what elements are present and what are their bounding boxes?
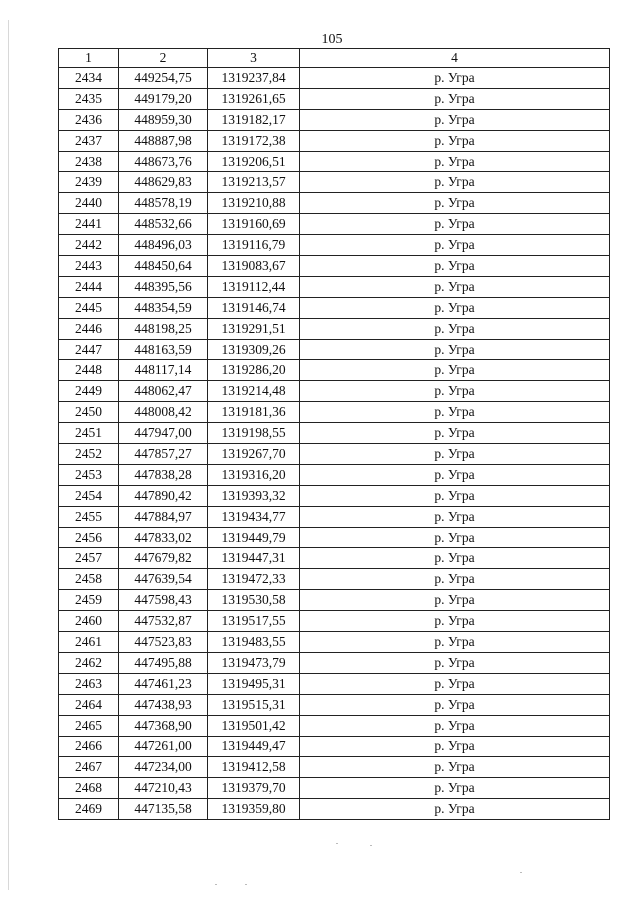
point-number-cell: 2441	[59, 214, 119, 235]
y-coordinate-cell: 1319449,79	[208, 527, 300, 548]
header-row	[59, 49, 610, 68]
description-cell: р. Угра	[300, 256, 610, 277]
y-coordinate-cell: 1319182,17	[208, 109, 300, 130]
description-cell: р. Угра	[300, 88, 610, 109]
y-coordinate-cell: 1319291,51	[208, 318, 300, 339]
description-cell: р. Угра	[300, 736, 610, 757]
x-coordinate-cell: 448163,59	[119, 339, 208, 360]
x-coordinate-cell: 449254,75	[119, 68, 208, 89]
description-cell: р. Угра	[300, 381, 610, 402]
x-coordinate-cell: 447679,82	[119, 548, 208, 569]
table-row	[59, 485, 610, 506]
description-cell: р. Угра	[300, 506, 610, 527]
x-coordinate-cell: 448117,14	[119, 360, 208, 381]
table-row	[59, 527, 610, 548]
scan-speck	[336, 843, 338, 844]
point-number-cell: 2462	[59, 652, 119, 673]
table-row	[59, 799, 610, 820]
scan-speck	[370, 845, 372, 846]
y-coordinate-cell: 1319393,32	[208, 485, 300, 506]
column-header: 4	[300, 49, 610, 68]
description-cell: р. Угра	[300, 673, 610, 694]
description-cell: р. Угра	[300, 590, 610, 611]
x-coordinate-cell: 448354,59	[119, 297, 208, 318]
column-header: 2	[119, 49, 208, 68]
x-coordinate-cell: 447495,88	[119, 652, 208, 673]
y-coordinate-cell: 1319146,74	[208, 297, 300, 318]
y-coordinate-cell: 1319316,20	[208, 464, 300, 485]
point-number-cell: 2435	[59, 88, 119, 109]
y-coordinate-cell: 1319213,57	[208, 172, 300, 193]
table-row	[59, 694, 610, 715]
point-number-cell: 2453	[59, 464, 119, 485]
y-coordinate-cell: 1319160,69	[208, 214, 300, 235]
y-coordinate-cell: 1319473,79	[208, 652, 300, 673]
x-coordinate-cell: 448496,03	[119, 235, 208, 256]
column-header: 3	[208, 49, 300, 68]
point-number-cell: 2446	[59, 318, 119, 339]
description-cell: р. Угра	[300, 527, 610, 548]
y-coordinate-cell: 1319309,26	[208, 339, 300, 360]
point-number-cell: 2465	[59, 715, 119, 736]
y-coordinate-cell: 1319379,70	[208, 778, 300, 799]
point-number-cell: 2449	[59, 381, 119, 402]
point-number-cell: 2443	[59, 256, 119, 277]
table-row	[59, 318, 610, 339]
y-coordinate-cell: 1319501,42	[208, 715, 300, 736]
point-number-cell: 2469	[59, 799, 119, 820]
description-cell: р. Угра	[300, 444, 610, 465]
x-coordinate-cell: 447890,42	[119, 485, 208, 506]
x-coordinate-cell: 448198,25	[119, 318, 208, 339]
x-coordinate-cell: 447261,00	[119, 736, 208, 757]
table-row	[59, 339, 610, 360]
point-number-cell: 2460	[59, 611, 119, 632]
point-number-cell: 2448	[59, 360, 119, 381]
table-row	[59, 151, 610, 172]
page-number: 105	[321, 32, 343, 47]
x-coordinate-cell: 447884,97	[119, 506, 208, 527]
y-coordinate-cell: 1319483,55	[208, 632, 300, 653]
description-cell: р. Угра	[300, 757, 610, 778]
x-coordinate-cell: 448008,42	[119, 402, 208, 423]
table-row	[59, 652, 610, 673]
point-number-cell: 2468	[59, 778, 119, 799]
table-row	[59, 569, 610, 590]
description-cell: р. Угра	[300, 715, 610, 736]
y-coordinate-cell: 1319495,31	[208, 673, 300, 694]
y-coordinate-cell: 1319434,77	[208, 506, 300, 527]
y-coordinate-cell: 1319449,47	[208, 736, 300, 757]
y-coordinate-cell: 1319412,58	[208, 757, 300, 778]
table-row	[59, 548, 610, 569]
point-number-cell: 2457	[59, 548, 119, 569]
point-number-cell: 2436	[59, 109, 119, 130]
scan-speck	[215, 884, 217, 885]
table-row	[59, 506, 610, 527]
description-cell: р. Угра	[300, 569, 610, 590]
table-row	[59, 778, 610, 799]
x-coordinate-cell: 447461,23	[119, 673, 208, 694]
table-row	[59, 256, 610, 277]
y-coordinate-cell: 1319112,44	[208, 276, 300, 297]
x-coordinate-cell: 448673,76	[119, 151, 208, 172]
table-row	[59, 381, 610, 402]
description-cell: р. Угра	[300, 130, 610, 151]
description-cell: р. Угра	[300, 360, 610, 381]
description-cell: р. Угра	[300, 611, 610, 632]
point-number-cell: 2455	[59, 506, 119, 527]
x-coordinate-cell: 447523,83	[119, 632, 208, 653]
table-row	[59, 444, 610, 465]
x-coordinate-cell: 447234,00	[119, 757, 208, 778]
point-number-cell: 2467	[59, 757, 119, 778]
y-coordinate-cell: 1319210,88	[208, 193, 300, 214]
description-cell: р. Угра	[300, 109, 610, 130]
x-coordinate-cell: 447438,93	[119, 694, 208, 715]
x-coordinate-cell: 448578,19	[119, 193, 208, 214]
x-coordinate-cell: 448887,98	[119, 130, 208, 151]
point-number-cell: 2466	[59, 736, 119, 757]
description-cell: р. Угра	[300, 548, 610, 569]
point-number-cell: 2434	[59, 68, 119, 89]
table-row	[59, 402, 610, 423]
description-cell: р. Угра	[300, 464, 610, 485]
table-body	[59, 68, 610, 820]
description-cell: р. Угра	[300, 235, 610, 256]
column-header: 1	[59, 49, 119, 68]
table-row	[59, 235, 610, 256]
description-cell: р. Угра	[300, 339, 610, 360]
x-coordinate-cell: 447135,58	[119, 799, 208, 820]
point-number-cell: 2442	[59, 235, 119, 256]
description-cell: р. Угра	[300, 485, 610, 506]
table-row	[59, 172, 610, 193]
table-row	[59, 611, 610, 632]
y-coordinate-cell: 1319447,31	[208, 548, 300, 569]
description-cell: р. Угра	[300, 632, 610, 653]
table-row	[59, 464, 610, 485]
point-number-cell: 2464	[59, 694, 119, 715]
table-row	[59, 757, 610, 778]
x-coordinate-cell: 449179,20	[119, 88, 208, 109]
table-row	[59, 736, 610, 757]
description-cell: р. Угра	[300, 778, 610, 799]
y-coordinate-cell: 1319116,79	[208, 235, 300, 256]
description-cell: р. Угра	[300, 318, 610, 339]
table-row	[59, 673, 610, 694]
y-coordinate-cell: 1319267,70	[208, 444, 300, 465]
x-coordinate-cell: 447639,54	[119, 569, 208, 590]
point-number-cell: 2439	[59, 172, 119, 193]
description-cell: р. Угра	[300, 193, 610, 214]
table-row	[59, 590, 610, 611]
table-row	[59, 130, 610, 151]
scan-speck	[245, 884, 247, 885]
x-coordinate-cell: 447857,27	[119, 444, 208, 465]
point-number-cell: 2452	[59, 444, 119, 465]
description-cell: р. Угра	[300, 172, 610, 193]
y-coordinate-cell: 1319172,38	[208, 130, 300, 151]
table-row	[59, 109, 610, 130]
point-number-cell: 2461	[59, 632, 119, 653]
scan-speck	[520, 872, 522, 873]
x-coordinate-cell: 447598,43	[119, 590, 208, 611]
description-cell: р. Угра	[300, 652, 610, 673]
y-coordinate-cell: 1319359,80	[208, 799, 300, 820]
point-number-cell: 2444	[59, 276, 119, 297]
x-coordinate-cell: 447947,00	[119, 423, 208, 444]
x-coordinate-cell: 448450,64	[119, 256, 208, 277]
x-coordinate-cell: 447210,43	[119, 778, 208, 799]
point-number-cell: 2456	[59, 527, 119, 548]
table-row	[59, 423, 610, 444]
x-coordinate-cell: 447838,28	[119, 464, 208, 485]
y-coordinate-cell: 1319198,55	[208, 423, 300, 444]
x-coordinate-cell: 448959,30	[119, 109, 208, 130]
description-cell: р. Угра	[300, 799, 610, 820]
table-row	[59, 276, 610, 297]
y-coordinate-cell: 1319206,51	[208, 151, 300, 172]
x-coordinate-cell: 448395,56	[119, 276, 208, 297]
x-coordinate-cell: 447833,02	[119, 527, 208, 548]
point-number-cell: 2451	[59, 423, 119, 444]
description-cell: р. Угра	[300, 151, 610, 172]
y-coordinate-cell: 1319181,36	[208, 402, 300, 423]
point-number-cell: 2454	[59, 485, 119, 506]
description-cell: р. Угра	[300, 68, 610, 89]
x-coordinate-cell: 448629,83	[119, 172, 208, 193]
y-coordinate-cell: 1319472,33	[208, 569, 300, 590]
coordinates-table	[58, 48, 610, 820]
table-row	[59, 214, 610, 235]
description-cell: р. Угра	[300, 276, 610, 297]
y-coordinate-cell: 1319517,55	[208, 611, 300, 632]
point-number-cell: 2437	[59, 130, 119, 151]
description-cell: р. Угра	[300, 694, 610, 715]
table-row	[59, 360, 610, 381]
point-number-cell: 2447	[59, 339, 119, 360]
table-row	[59, 88, 610, 109]
point-number-cell: 2445	[59, 297, 119, 318]
y-coordinate-cell: 1319515,31	[208, 694, 300, 715]
table-row	[59, 715, 610, 736]
x-coordinate-cell: 448062,47	[119, 381, 208, 402]
table-row	[59, 193, 610, 214]
y-coordinate-cell: 1319083,67	[208, 256, 300, 277]
point-number-cell: 2440	[59, 193, 119, 214]
description-cell: р. Угра	[300, 423, 610, 444]
point-number-cell: 2459	[59, 590, 119, 611]
y-coordinate-cell: 1319286,20	[208, 360, 300, 381]
table-row	[59, 632, 610, 653]
point-number-cell: 2463	[59, 673, 119, 694]
table-row	[59, 297, 610, 318]
description-cell: р. Угра	[300, 402, 610, 423]
table-row	[59, 68, 610, 89]
point-number-cell: 2450	[59, 402, 119, 423]
description-cell: р. Угра	[300, 297, 610, 318]
description-cell: р. Угра	[300, 214, 610, 235]
y-coordinate-cell: 1319530,58	[208, 590, 300, 611]
scan-edge	[8, 20, 9, 890]
point-number-cell: 2458	[59, 569, 119, 590]
y-coordinate-cell: 1319214,48	[208, 381, 300, 402]
point-number-cell: 2438	[59, 151, 119, 172]
x-coordinate-cell: 447532,87	[119, 611, 208, 632]
x-coordinate-cell: 448532,66	[119, 214, 208, 235]
y-coordinate-cell: 1319261,65	[208, 88, 300, 109]
x-coordinate-cell: 447368,90	[119, 715, 208, 736]
y-coordinate-cell: 1319237,84	[208, 68, 300, 89]
